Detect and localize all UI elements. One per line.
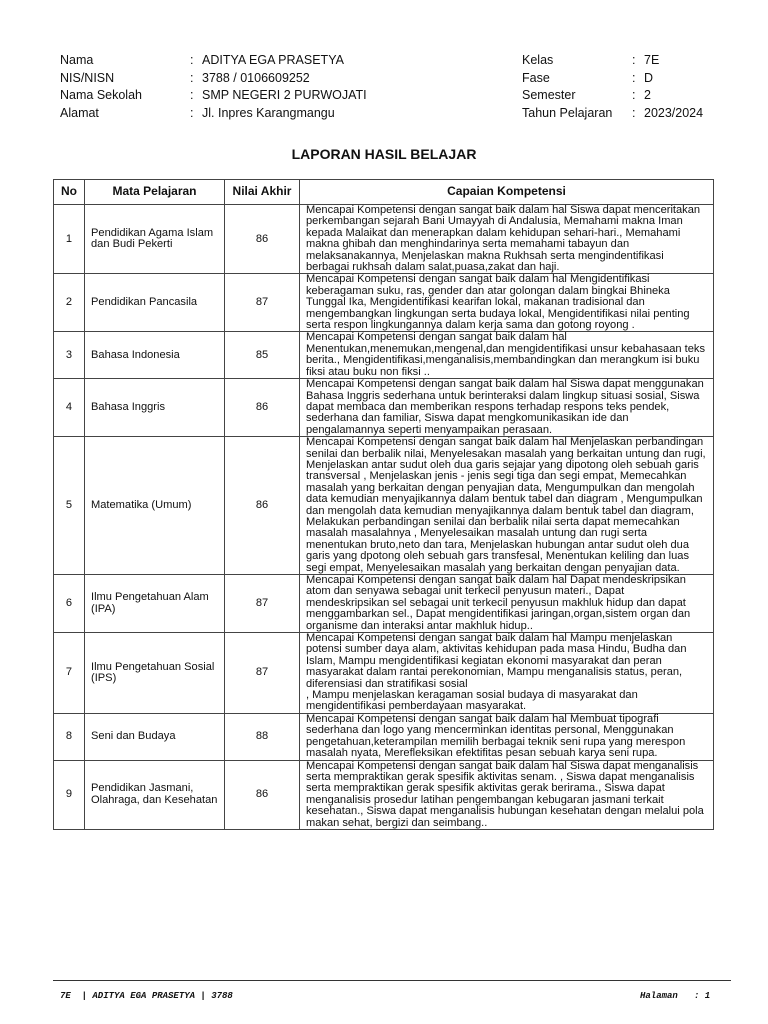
value-year: 2023/2024 — [644, 106, 704, 121]
row-number: 1 — [54, 205, 85, 274]
label-nis: NIS/NISN — [60, 70, 115, 85]
competency-description: Mencapai Kompetensi dengan sangat baik dalam hal Menjelaskan perbandingan senilai dan berbalik nilai, Menyelesakan masalah yang berkaitan untung dan rugi, Menjelaskan antar sudut oleh dua garis sejajar yang dipotong oleh sebuah garis transversal , Menjelaskan jenis - jenis segi tiga dan segi empat, Memecahkan masalah yang berkaitan dengan penyajian data, Mengumpulkan dan mengolah data kemudian menyajikannya dalam bentuk tabel dan diagram , Mengumpulkan dan mengolah data kemudian menyajikannya dalam bentuk tabel dan diagram, Melakukan perbandingan senilai dan berbalik nilai serta dapat memecahkan masalah masalahnya , Menyelesaikan masalah untung dan rugi serta menentukan bruto,neto dan tara, Menjelaskan hubungan antar sudut oleh dua garis yang dpotong oleh sebuah gars transfesal, Menentukan keliling dan luas segi empat, Menyelesaikan masalah yang berkaitan dengan penyajian data. — [300, 437, 714, 575]
header-no: No — [54, 180, 85, 205]
final-score: 86 — [225, 760, 300, 829]
subject-name: Seni dan Budaya — [85, 713, 225, 760]
header-subject: Mata Pelajaran — [85, 180, 225, 205]
info-row-year — [522, 105, 703, 123]
info-row-school — [60, 87, 367, 105]
separator: : — [190, 53, 194, 67]
value-semester: 2 — [644, 88, 651, 103]
label-name: Nama — [60, 53, 94, 67]
subject-name: Matematika (Umum) — [85, 437, 225, 575]
info-row-class — [522, 52, 703, 70]
value-class: 7E — [644, 53, 660, 67]
competency-description: Mencapai Kompetensi dengan sangat baik dalam hal Siswa dapat menggunakan Bahasa Inggris sederhana untuk berinteraksi dalam lingkup situasi sosial, Siswa dapat membaca dan memberikan respons terhadap respons teks pendek, sederhana dan familiar, Siswa dapat mengkomunikasikan ide dan pengalamannya seperti menyampaikan perasaan. — [300, 379, 714, 437]
label-address: Alamat — [60, 106, 99, 121]
table-row — [54, 332, 714, 379]
competency-description: Mencapai Kompetensi dengan sangat baik dalam hal Siswa dapat menceritakan perkembangan sejarah Bani Umayyah di Andalusia, Memahami makna Iman kepada Malaikat dan menerapkan dalam kehidupan sehari-hari., Memahami makna ghibah dan menghindarinya serta memahami tabayun dan melaksanakannya, Menjelaskan makna Rukhsah serta mengindentifikasi berbagai rukhsah dalam salat,puasa,zakat dan haji. — [300, 205, 714, 274]
row-number: 9 — [54, 760, 85, 829]
competency-description: Mencapai Kompetensi dengan sangat baik dalam hal Mengidentifikasi keberagaman suku, ras, gender dan atar golongan dalam bingkai Bhineka Tunggal Ika, Mengidentifikasi kearifan lokal, makanan tradisional dan mengembangkan lingkungan serta budaya lokal, Mengidentifikasi nilai penting serta respon lingkungannya dalam kerja sama dan gotong royong . — [300, 274, 714, 332]
subject-name: Bahasa Indonesia — [85, 332, 225, 379]
row-number: 3 — [54, 332, 85, 379]
footer-student: 7E | ADITYA EGA PRASETYA | 3788 — [60, 991, 233, 1001]
row-number: 6 — [54, 575, 85, 633]
row-number: 8 — [54, 713, 85, 760]
value-school: SMP NEGERI 2 PURWOJATI — [202, 88, 367, 103]
label-semester: Semester — [522, 88, 576, 103]
final-score: 88 — [225, 713, 300, 760]
final-score: 87 — [225, 575, 300, 633]
table-header-row — [54, 180, 714, 205]
table-row — [54, 633, 714, 714]
header-competency: Capaian Kompetensi — [300, 180, 714, 205]
subject-name: Ilmu Pengetahuan Sosial (IPS) — [85, 633, 225, 714]
label-school: Nama Sekolah — [60, 88, 142, 103]
separator: : — [632, 53, 636, 67]
info-row-phase — [522, 70, 703, 88]
final-score: 86 — [225, 437, 300, 575]
table-row — [54, 205, 714, 274]
competency-description: Mencapai Kompetensi dengan sangat baik dalam hal Menentukan,menemukan,mengenal,dan mengidentifikasi unsur kebahasaan teks berita., Mengidentifikasi,menganalisis,membandingkan dan merangkum isi buku fiksi atau buku non fiksi .. — [300, 332, 714, 379]
competency-description: Mencapai Kompetensi dengan sangat baik dalam hal Dapat mendeskripsikan atom dan senyawa sebagai unit terkecil penyusun materi., Dapat mendeskripsikan sel sebagai unit terkecil penyusun makhluk hidup dan dapat menggambarkan sel., Dapat mengidentifikasi jaringan,organ,sistem organ dan organisme dan interaksi antar makhluk hidup.. — [300, 575, 714, 633]
competency-description: Mencapai Kompetensi dengan sangat baik dalam hal Membuat tipografi sederhana dan logo yang mencerminkan identitas personal, Menggunakan pengetahuan,keterampilan memilih berbagai teknik seni rupa yang merespon masalah nyata, Merefleksikan efektifitas pesan sebuah karya seni rupa. — [300, 713, 714, 760]
value-nis: 3788 / 0106609252 — [202, 70, 310, 85]
value-name: ADITYA EGA PRASETYA — [202, 53, 344, 67]
row-number: 4 — [54, 379, 85, 437]
final-score: 85 — [225, 332, 300, 379]
table-row — [54, 379, 714, 437]
subject-name: Pendidikan Jasmani, Olahraga, dan Kesehatan — [85, 760, 225, 829]
row-number: 5 — [54, 437, 85, 575]
info-row-semester — [522, 87, 703, 105]
value-phase: D — [644, 70, 654, 85]
separator: : — [632, 70, 636, 85]
final-score: 86 — [225, 379, 300, 437]
subject-name: Pendidikan Agama Islam dan Budi Pekerti — [85, 205, 225, 274]
label-class: Kelas — [522, 53, 554, 67]
student-info — [60, 52, 367, 123]
page-title: LAPORAN HASIL BELAJAR — [291, 146, 477, 162]
info-row-address — [60, 105, 367, 123]
row-number: 2 — [54, 274, 85, 332]
header-score: Nilai Akhir — [225, 180, 300, 205]
final-score: 87 — [225, 274, 300, 332]
table-row — [54, 713, 714, 760]
subject-name: Bahasa Inggris — [85, 379, 225, 437]
label-year: Tahun Pelajaran — [522, 106, 613, 121]
value-address: Jl. Inpres Karangmangu — [202, 106, 335, 121]
final-score: 86 — [225, 205, 300, 274]
final-score: 87 — [225, 633, 300, 714]
separator: : — [190, 88, 194, 103]
separator: : — [190, 70, 194, 85]
separator: : — [632, 88, 636, 103]
footer-divider — [53, 980, 731, 981]
competency-description: Mencapai Kompetensi dengan sangat baik dalam hal Mampu menjelaskan potensi sumber daya alam, aktivitas kehidupan pada masa Hindu, Budha dan Islam, Mampu mengidentifikasi kegiatan ekonomi masyarakat dan peran masyarakat dalam rantai perekonomian, Mampu menganalisis status, peran, diferensiasi dan stratifikasi sosial , Mampu menjelaskan keragaman sosial budaya di masyarakat dan mengidentifikasi pemberdayaan masyarakat. — [300, 633, 714, 714]
separator: : — [190, 106, 194, 121]
table-row — [54, 575, 714, 633]
grades-table — [53, 179, 714, 830]
table-row — [54, 437, 714, 575]
table-row — [54, 274, 714, 332]
class-info — [522, 52, 703, 123]
subject-name: Ilmu Pengetahuan Alam (IPA) — [85, 575, 225, 633]
footer-page-number: Halaman : 1 — [640, 991, 711, 1001]
table-row — [54, 760, 714, 829]
row-number: 7 — [54, 633, 85, 714]
info-row-nis — [60, 70, 367, 88]
subject-name: Pendidikan Pancasila — [85, 274, 225, 332]
info-row-name — [60, 52, 367, 70]
label-phase: Fase — [522, 70, 550, 85]
separator: : — [632, 106, 636, 121]
competency-description: Mencapai Kompetensi dengan sangat baik dalam hal Siswa dapat menganalisis serta mempraktikan gerak spesifik aktivitas senam. , Siswa dapat menganalisis serta mempraktikan gerak spesifik aktivitas gerak berirama., Siswa dapat menganalisis prosedur latihan pengembangan kebugaran jasmani terkait kesehatan., Siswa dapat menganalisis hubungan kesehatan dengan melalui pola makan sehat, bergizi dan seimbang.. — [300, 760, 714, 829]
